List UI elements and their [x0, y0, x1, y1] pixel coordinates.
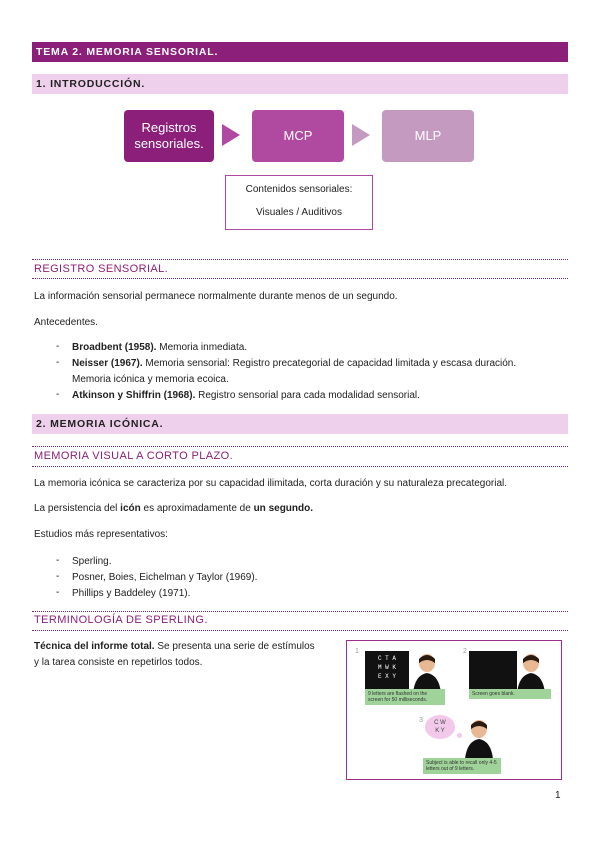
divider — [32, 446, 568, 447]
flow-box-mcp — [252, 110, 344, 162]
contents-line-1: Contenidos sensoriales: — [245, 184, 353, 195]
document-title: TEMA 2. MEMORIA SENSORIAL. — [32, 42, 568, 62]
paragraph: Técnica del informe total. Se presenta una serie de estímulos — [34, 641, 315, 652]
paragraph: Estudios más representativos: — [34, 529, 168, 540]
divider — [32, 278, 568, 279]
contents-box — [225, 175, 373, 230]
list-item: Phillips y Baddeley (1971). — [72, 588, 191, 599]
list-item: Sperling. — [72, 556, 112, 567]
page-number: 1 — [555, 790, 561, 801]
paragraph: Antecedentes. — [34, 317, 98, 328]
list-item: Atkinson y Shiffrin (1968). Registro sensorial para cada modalidad sensorial. — [72, 390, 420, 401]
list-bullet: - — [56, 571, 60, 582]
paragraph: y la tarea consiste en repetirlos todos. — [34, 657, 203, 668]
flow-box-label: Registros sensoriales. — [134, 120, 204, 151]
caption-step-1: 9 letters are flashed on the screen for 50 milliseconds. — [365, 689, 445, 705]
caption-step-2: Screen goes blank. — [469, 689, 551, 699]
flow-box-label: MLP — [414, 128, 442, 143]
paragraph: La memoria icónica se caracteriza por su capacidad ilimitada, corta duración y su naturaleza precategorial. — [34, 478, 508, 489]
divider — [32, 611, 568, 612]
blank-screen — [469, 651, 517, 691]
person-icon — [411, 651, 445, 693]
list-bullet: - — [56, 587, 60, 598]
thought-bubble-dot — [457, 733, 462, 738]
person-icon — [515, 651, 549, 693]
divider — [32, 259, 568, 260]
list-item: Posner, Boies, Eichelman y Taylor (1969). — [72, 572, 258, 583]
arrow-right-icon — [222, 124, 240, 146]
subheading-memoria-visual: MEMORIA VISUAL A CORTO PLAZO. — [34, 450, 234, 462]
letter-grid-screen: C T A M W K E X Y — [365, 651, 409, 691]
step-number: 2 — [463, 648, 467, 655]
sperling-figure — [346, 640, 562, 780]
thought-bubble: C W K Y — [425, 715, 455, 739]
paragraph: La información sensorial permanece normalmente durante menos de un segundo. — [34, 291, 398, 302]
divider — [32, 630, 568, 631]
step-number: 3 — [419, 717, 423, 724]
divider — [32, 466, 568, 467]
person-icon — [463, 717, 497, 759]
list-bullet: - — [56, 341, 60, 352]
section-heading-memoria-iconica: 2. MEMORIA ICÓNICA. — [32, 414, 568, 434]
flow-box-label: MCP — [283, 128, 313, 143]
list-bullet: - — [56, 555, 60, 566]
subheading-sperling: TERMINOLOGÍA DE SPERLING. — [34, 614, 208, 626]
list-item-continuation: Memoria icónica y memoria ecoica. — [72, 374, 229, 385]
flow-box-registros — [124, 110, 214, 162]
list-item: Broadbent (1958). Memoria inmediata. — [72, 342, 248, 353]
section-heading-introduccion: 1. INTRODUCCIÓN. — [32, 74, 568, 94]
subheading-registro: REGISTRO SENSORIAL. — [34, 263, 169, 275]
caption-step-3: Subject is able to recall only 4-5 letters out of 9 letters. — [423, 758, 501, 774]
paragraph: La persistencia del icón es aproximadamente de un segundo. — [34, 503, 314, 514]
list-bullet: - — [56, 357, 60, 368]
list-bullet: - — [56, 389, 60, 400]
contents-line-2: Visuales / Auditivos — [256, 207, 342, 218]
step-number: 1 — [355, 648, 359, 655]
list-item: Neisser (1967). Memoria sensorial: Registro precategorial de capacidad limitada y escasa duración. — [72, 358, 517, 369]
arrow-right-icon — [352, 124, 370, 146]
flow-box-mlp — [382, 110, 474, 162]
